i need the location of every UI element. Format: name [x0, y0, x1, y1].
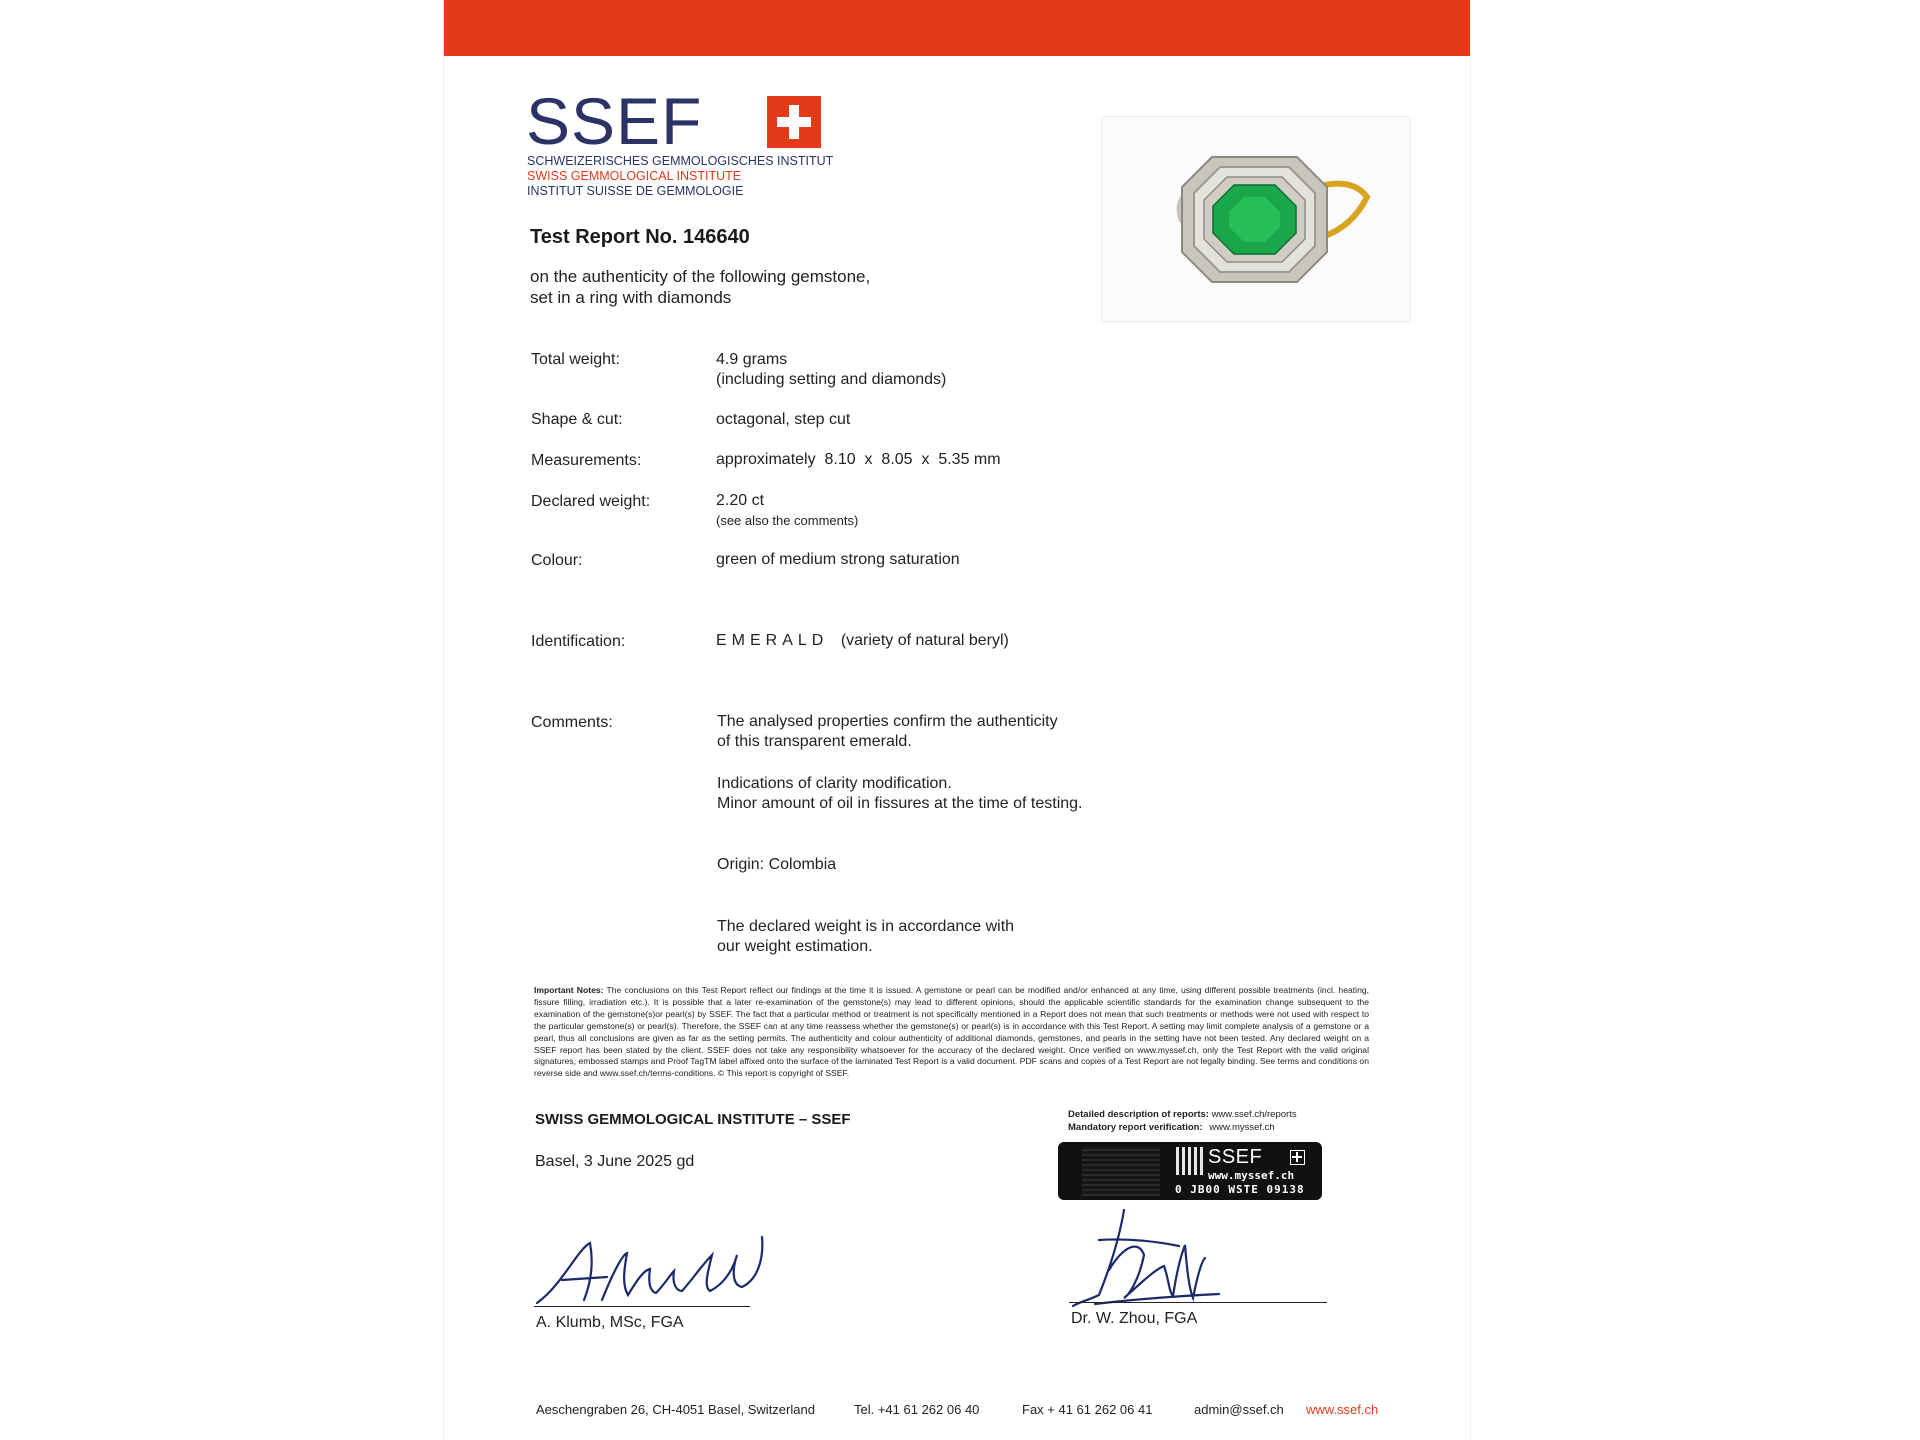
comment-authenticity: [717, 712, 1058, 752]
tag-security-strip: [1082, 1146, 1160, 1196]
declared-weight-amount: 2.20 ct: [716, 492, 765, 509]
identification-species: EMERALD: [716, 632, 829, 649]
declared-weight-value: [716, 491, 858, 531]
report-page: [444, 0, 1470, 1440]
total-weight-amount: 4.9 grams: [716, 351, 788, 368]
institute-name-de: SCHWEIZERISCHES GEMMOLOGISCHES INSTITUT: [527, 154, 834, 168]
identification-value: [716, 631, 1009, 651]
tag-brand: SSEF: [1208, 1146, 1263, 1168]
signatory-right: Dr. W. Zhou, FGA: [1071, 1310, 1198, 1327]
comment-clarity: [717, 774, 1083, 814]
measurements-label: Measurements:: [531, 452, 642, 469]
tag-url: www.myssef.ch: [1208, 1169, 1295, 1182]
identification-variety: (variety of natural beryl): [840, 632, 1009, 649]
institute-name-en: SWISS GEMMOLOGICAL INSTITUTE: [527, 169, 742, 183]
declared-weight-label: Declared weight:: [531, 493, 651, 510]
comments-label: Comments:: [531, 714, 613, 731]
mandatory-verification: [1068, 1122, 1275, 1133]
important-notes: [534, 985, 1369, 1080]
declared-weight-note: (see also the comments): [716, 513, 859, 528]
comment-4-line-1: The declared weight is in accordance with: [717, 918, 1015, 935]
comment-2-line-1: Indications of clarity modification.: [717, 775, 952, 792]
total-weight-value: [716, 350, 946, 390]
footer-fax: Fax + 41 61 262 06 41: [1022, 1402, 1153, 1417]
comment-4-line-2: our weight estimation.: [717, 938, 873, 955]
footer-website[interactable]: www.ssef.ch: [1306, 1402, 1379, 1417]
institute-name-fr: INSTITUT SUISSE DE GEMMOLOGIE: [527, 184, 744, 198]
colour-value: green of medium strong saturation: [716, 551, 960, 568]
footer-tel: Tel. +41 61 262 06 40: [854, 1402, 980, 1417]
signature-klumb: [532, 1225, 772, 1310]
detailed-label: Detailed description of reports:: [1068, 1109, 1209, 1120]
report-title: Test Report No. 146640: [530, 226, 750, 248]
total-weight-note: (including setting and diamonds): [716, 371, 947, 388]
issue-date: Basel, 3 June 2025 gd: [535, 1153, 695, 1170]
mandatory-url[interactable]: www.myssef.ch: [1209, 1122, 1275, 1133]
comment-origin: Origin: Colombia: [717, 856, 837, 873]
notes-text: The conclusions on this Test Report reflect our findings at the time it is issued. A gemstone or pearl can be modified and/or enhanced at any time, using different possible treatments (incl. heating, fissure filling, irradiation etc.). It is possible that a later re-examination of the gemstone(s) may lead to different opinions, should the applicable scientific standards for the examination change subsequent to the examination of the gemstone(s)or pearl(s) by SSEF. The fact that a particular method or treatment is not specifically mentioned in a Report does not mean that such treatments or methods were not used with respect to the particular gemstone(s) or pearl(s). Therefore, the SSEF can at any time reassess whether the gemstone(s) or pearl(s) is in accordance with this Test Report. A setting may limit complete analysis of a gemstone or a pearl, thus all conclusions are given as far as the setting permits. The authenticity and colour authenticity of additional diamonds, gemstones, and pearls in the setting have not been tested. Any declared weight on a SSEF report has been stated by the client. SSEF does not take any responsibility whatsoever for the accuracy of the declared weight. Once verified on www.myssef.ch, only the Test Report with the valid original signatures, embossed stamps and Proof TagTM label affixed onto the surface of the laminated Test Report is a valid document. PDF scans and copies of a Test Report are not legally binding. See terms and conditions on reverse side and www.ssef.ch/terms-conditions. © This report is copyright of SSEF.: [534, 985, 1370, 1079]
top-red-band: [444, 0, 1470, 56]
intro-line-2: set in a ring with diamonds: [530, 288, 732, 307]
qr-code-icon: [1176, 1147, 1204, 1175]
swiss-cross-icon: [767, 96, 821, 148]
footer-address: Aeschengraben 26, CH-4051 Basel, Switzerland: [536, 1402, 815, 1417]
ring-photo: [1101, 116, 1411, 322]
signatory-left: A. Klumb, MSc, FGA: [536, 1314, 684, 1331]
signature-line-right: [1069, 1302, 1327, 1303]
intro-line-1: on the authenticity of the following gemstone,: [530, 267, 871, 286]
comment-1-line-1: The analysed properties confirm the authenticity: [717, 713, 1058, 730]
shape-cut-label: Shape & cut:: [531, 411, 623, 428]
signature-line-left: [534, 1306, 750, 1307]
signature-zhou: [1069, 1200, 1259, 1312]
mandatory-label: Mandatory report verification:: [1068, 1122, 1203, 1133]
tag-code: 0 JB00 WSTE 09138: [1175, 1183, 1305, 1196]
ssef-logo-wordmark: SSEF: [526, 84, 703, 158]
detailed-description: [1068, 1109, 1297, 1120]
identification-label: Identification:: [531, 633, 626, 650]
total-weight-label: Total weight:: [531, 351, 620, 368]
detailed-url[interactable]: www.ssef.ch/reports: [1211, 1109, 1297, 1120]
issuer-name: SWISS GEMMOLOGICAL INSTITUTE – SSEF: [535, 1111, 851, 1128]
comment-1-line-2: of this transparent emerald.: [717, 733, 912, 750]
comment-2-line-2: Minor amount of oil in fissures at the time of testing.: [717, 795, 1083, 812]
tag-cross-icon: [1290, 1150, 1305, 1165]
measurements-value: approximately 8.10 x 8.05 x 5.35 mm: [716, 451, 1001, 468]
colour-label: Colour:: [531, 552, 583, 569]
emerald-ring-image: [1102, 117, 1410, 321]
footer-email[interactable]: admin@ssef.ch: [1194, 1402, 1284, 1417]
proof-tag-label: [1058, 1142, 1322, 1200]
shape-cut-value: octagonal, step cut: [716, 411, 851, 428]
comment-weight: [717, 917, 1014, 957]
notes-heading: Important Notes:: [534, 985, 604, 995]
report-intro: [530, 266, 870, 308]
